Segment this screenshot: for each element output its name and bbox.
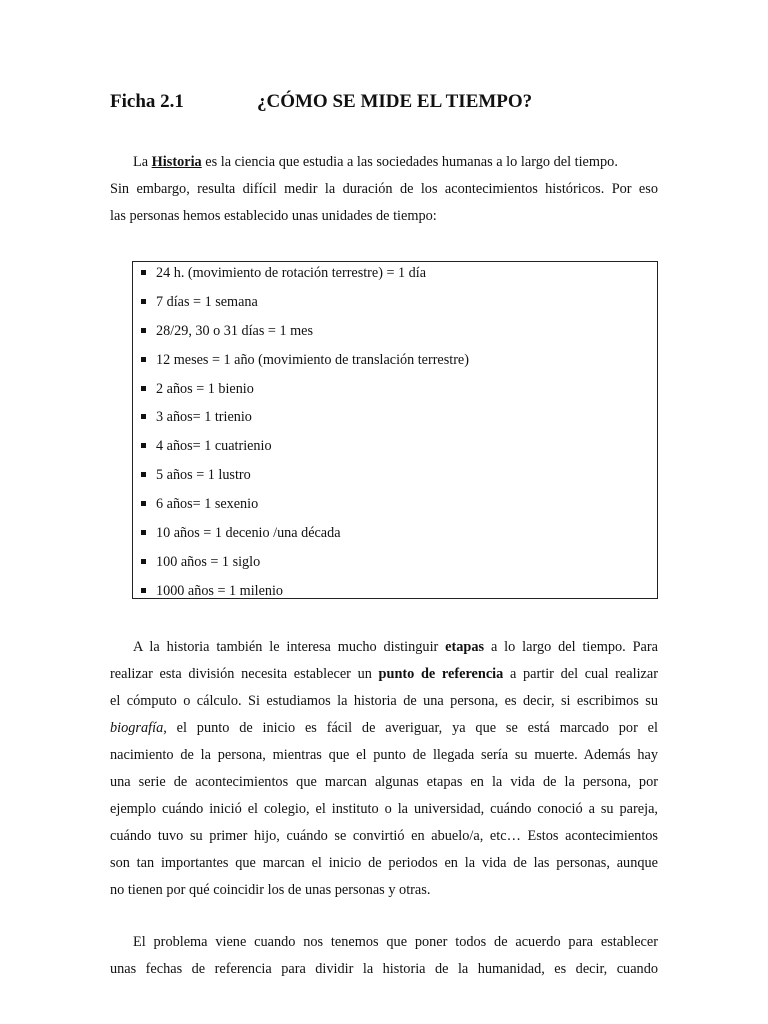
- list-item: [133, 262, 657, 291]
- list-item-text: 4 años= 1 cuatrienio: [156, 438, 272, 455]
- etapas-line: no tienen por qué coincidir los de unas personas y otras.: [110, 882, 431, 898]
- square-bullet-icon: [141, 414, 146, 419]
- list-item: [133, 291, 657, 320]
- list-item-text: 2 años = 1 bienio: [156, 380, 254, 397]
- time-units-box: [132, 261, 658, 599]
- square-bullet-icon: [141, 328, 146, 333]
- etapas-line: [110, 634, 658, 661]
- square-bullet-icon: [141, 299, 146, 304]
- intro-line: las personas hemos establecido unas unidades de tiempo:: [110, 208, 437, 224]
- list-item: [133, 464, 657, 493]
- list-item-text: 10 años = 1 decenio /una década: [156, 525, 341, 542]
- term-biografia: biografía: [110, 720, 164, 736]
- list-item-text: 7 días = 1 semana: [156, 293, 258, 310]
- etapas-line: cuándo tuvo su primer hijo, cuándo se convirtió en abuelo/a, etc… Estos acontecimientos: [110, 828, 658, 844]
- term-etapas: etapas: [445, 639, 485, 655]
- list-item: [133, 522, 657, 551]
- square-bullet-icon: [141, 501, 146, 506]
- square-bullet-icon: [141, 386, 146, 391]
- problema-line: unas fechas de referencia para dividir la historia de la humanidad, es decir, cuando: [110, 961, 658, 977]
- etapas-paragraph: [110, 634, 658, 904]
- text-run: , el punto de inicio es fácil de averiguar, ya que se está marcado por el: [163, 720, 658, 736]
- etapas-line: una serie de acontecimientos que marcan algunas etapas en la vida de la persona, por: [110, 774, 658, 790]
- list-item: [133, 378, 657, 407]
- etapas-line: [110, 661, 658, 688]
- list-item-text: 5 años = 1 lustro: [156, 467, 251, 484]
- text-run: A la historia también le interesa mucho distinguir: [133, 639, 446, 655]
- list-item: [133, 551, 657, 580]
- square-bullet-icon: [141, 357, 146, 362]
- text-run: a partir del cual realizar: [503, 666, 659, 682]
- list-item: [133, 406, 657, 435]
- text-run: es la ciencia que estudia a las sociedades humanas a lo largo del tiempo.: [201, 154, 618, 170]
- text-run: La: [133, 154, 152, 170]
- square-bullet-icon: [141, 559, 146, 564]
- problema-paragraph: [110, 929, 658, 983]
- problema-line: El problema viene cuando nos tenemos que poner todos de acuerdo para establecer: [133, 934, 658, 950]
- list-item-text: 1000 años = 1 milenio: [156, 582, 284, 599]
- list-item-text: 28/29, 30 o 31 días = 1 mes: [156, 322, 313, 339]
- worksheet-title: ¿CÓMO SE MIDE EL TIEMPO?: [257, 91, 533, 112]
- square-bullet-icon: [141, 443, 146, 448]
- list-item-text: 100 años = 1 siglo: [156, 553, 261, 570]
- square-bullet-icon: [141, 530, 146, 535]
- list-item-text: 12 meses = 1 año (movimiento de translación terrestre): [156, 351, 469, 368]
- worksheet-code: Ficha 2.1: [110, 91, 184, 112]
- intro-line: [110, 149, 658, 176]
- time-units-list: [133, 262, 657, 609]
- square-bullet-icon: [141, 472, 146, 477]
- list-item-text: 24 h. (movimiento de rotación terrestre) = 1 día: [156, 265, 426, 281]
- term-historia: Historia: [151, 154, 202, 170]
- square-bullet-icon: [141, 588, 146, 593]
- etapas-line: [110, 715, 658, 742]
- list-item: [133, 349, 657, 378]
- list-item: [133, 580, 657, 609]
- etapas-line: son tan importantes que marcan el inicio de periodos en la vida de las personas, aunque: [110, 855, 658, 871]
- list-item-text: 6 años= 1 sexenio: [156, 496, 259, 513]
- list-item: [133, 435, 657, 464]
- list-item-text: 3 años= 1 trienio: [156, 409, 252, 426]
- text-run: realizar esta división necesita establecer un: [110, 666, 379, 682]
- list-item: [133, 493, 657, 522]
- etapas-line: el cómputo o cálculo. Si estudiamos la historia de una persona, es decir, si escribimos su: [110, 693, 658, 709]
- term-punto-de-referencia: punto de referencia: [378, 666, 504, 682]
- square-bullet-icon: [141, 270, 146, 275]
- etapas-line: ejemplo cuándo inició el colegio, el instituto o la universidad, cuándo conoció a su pareja,: [110, 801, 658, 817]
- intro-paragraph: [110, 149, 658, 230]
- text-run: a lo largo del tiempo. Para: [484, 639, 658, 655]
- etapas-line: nacimiento de la persona, mientras que el punto de llegada sería su muerte. Además hay: [110, 747, 658, 763]
- list-item: [133, 320, 657, 349]
- intro-line: Sin embargo, resulta difícil medir la duración de los acontecimientos históricos. Por eso: [110, 181, 658, 197]
